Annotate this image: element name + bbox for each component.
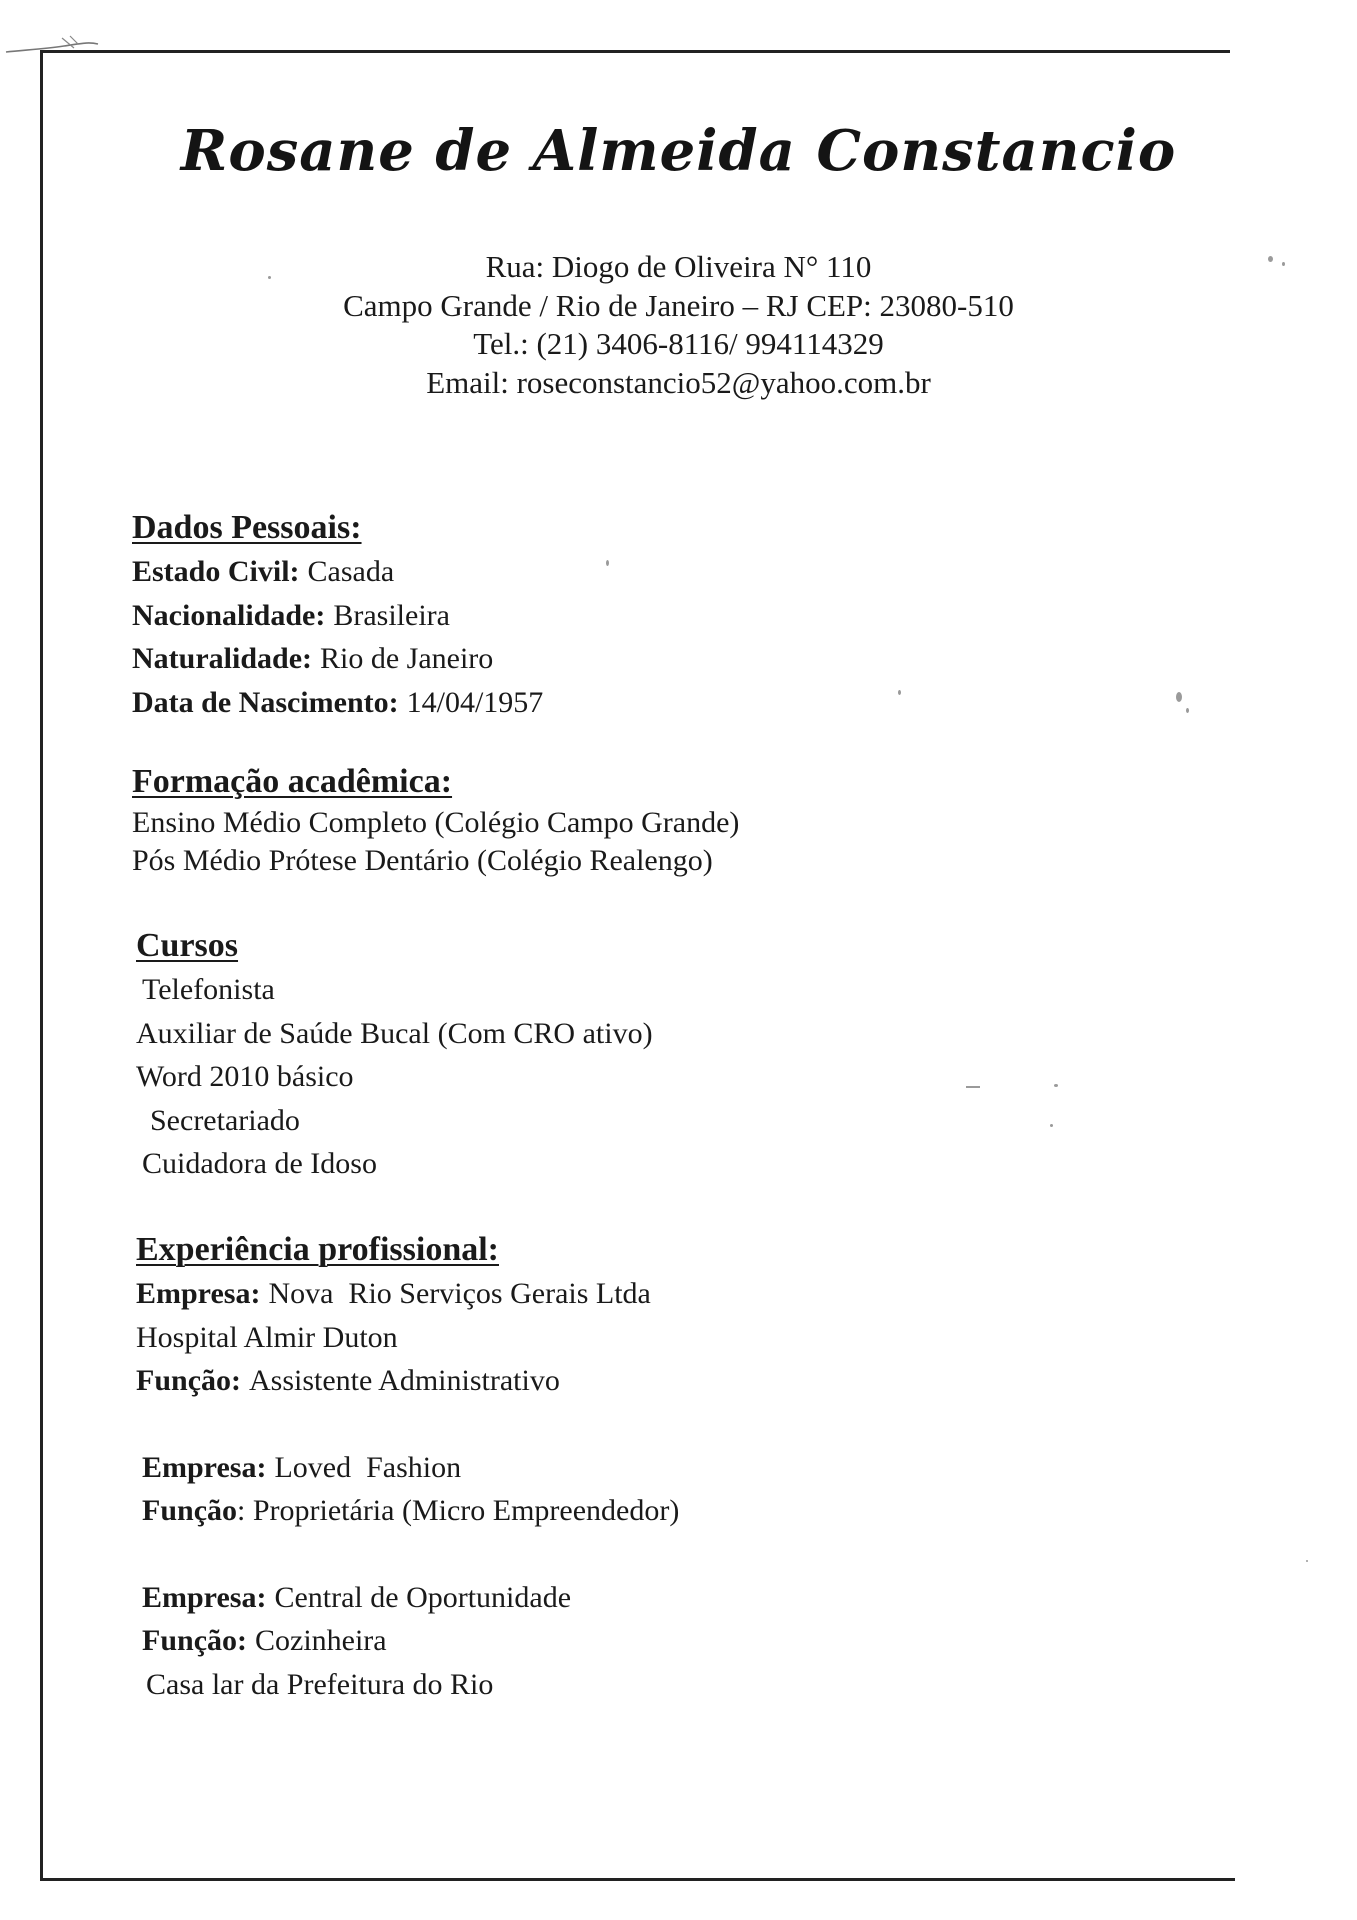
job-extra-line: Casa lar da Prefeitura do Rio [146, 1667, 494, 1701]
curso-item: Telefonista [142, 973, 275, 1006]
empresa-label: Empresa: [142, 1580, 267, 1614]
field-value: Brasileira [333, 598, 450, 632]
experiencia-section [132, 1228, 679, 1706]
top-border-line [40, 50, 1230, 53]
formacao-section [132, 760, 739, 880]
address-line: Rua: Diogo de Oliveira N° 110 [485, 249, 872, 284]
city-line: Campo Grande / Rio de Janeiro – RJ CEP: 23080-510 [343, 287, 1014, 323]
empresa-row [132, 1446, 679, 1490]
field-label: Estado Civil: [132, 555, 300, 588]
funcao-value: Assistente Administrativo [249, 1364, 560, 1397]
funcao-value: Cozinheira [255, 1624, 387, 1657]
naturalidade-row [132, 637, 543, 681]
curso-item: Cuidadora de Idoso [142, 1147, 377, 1180]
empresa-row [132, 1272, 679, 1316]
cursos-section [132, 924, 653, 1186]
experiencia-heading: Experiência profissional: [136, 1231, 499, 1268]
scan-speck [606, 560, 609, 566]
contact-block [0, 248, 1357, 402]
email-line: Email: roseconstancio52@yahoo.com.br [426, 364, 931, 400]
empresa-value: Loved Fashion [274, 1450, 462, 1484]
empresa-row [132, 1576, 679, 1620]
funcao-row [132, 1619, 679, 1663]
scan-speck [1050, 1124, 1053, 1127]
formacao-heading: Formação acadêmica: [132, 763, 453, 800]
funcao-label: Função: [142, 1624, 247, 1657]
scan-speck [898, 690, 901, 695]
nacionalidade-row [132, 594, 543, 638]
field-value: Casada [307, 555, 395, 588]
funcao-label: Função [142, 1494, 238, 1527]
curso-item: Secretariado [150, 1103, 300, 1137]
job-entry [132, 1576, 679, 1707]
funcao-value: : Proprietária (Micro Empreendedor) [237, 1494, 680, 1527]
field-label: Naturalidade: [132, 642, 312, 675]
job-entry [132, 1272, 679, 1403]
field-label: Data de Nascimento: [132, 685, 399, 719]
dados-pessoais-heading: Dados Pessoais: [132, 509, 362, 546]
field-label: Nacionalidade: [132, 598, 326, 632]
formacao-item: Pós Médio Prótese Dentário (Colégio Realengo) [132, 844, 713, 877]
empresa-value: Nova Rio Serviços Gerais Ltda [268, 1277, 651, 1310]
data-nascimento-row [132, 681, 543, 725]
curso-item: Word 2010 básico [136, 1060, 354, 1093]
candidate-name: Rosane de Almeida Constancio [180, 118, 1177, 184]
estado-civil-row [132, 550, 543, 594]
curso-item: Auxiliar de Saúde Bucal (Com CRO ativo) [136, 1016, 653, 1050]
field-value: 14/04/1957 [406, 685, 544, 719]
empresa-label: Empresa: [142, 1450, 267, 1484]
scan-speck [1306, 1560, 1308, 1562]
dados-pessoais-section [132, 506, 543, 724]
job-entry [132, 1446, 679, 1533]
cursos-heading: Cursos [136, 927, 239, 964]
field-value: Rio de Janeiro [320, 642, 494, 675]
scan-speck [1186, 708, 1189, 713]
bottom-border-line [40, 1878, 1235, 1881]
scan-speck [966, 1086, 980, 1088]
scan-speck [1176, 692, 1182, 702]
pen-scribble-mark [4, 32, 100, 58]
funcao-row [132, 1359, 679, 1403]
empresa-label: Empresa: [136, 1277, 261, 1310]
job-extra-line: Hospital Almir Duton [136, 1320, 398, 1354]
formacao-item: Ensino Médio Completo (Colégio Campo Grande) [132, 806, 740, 839]
funcao-label: Função: [136, 1364, 241, 1397]
funcao-row [132, 1489, 679, 1533]
phone-line: Tel.: (21) 3406-8116/ 994114329 [473, 326, 884, 361]
scan-speck [1054, 1084, 1058, 1087]
empresa-value: Central de Oportunidade [274, 1580, 572, 1614]
